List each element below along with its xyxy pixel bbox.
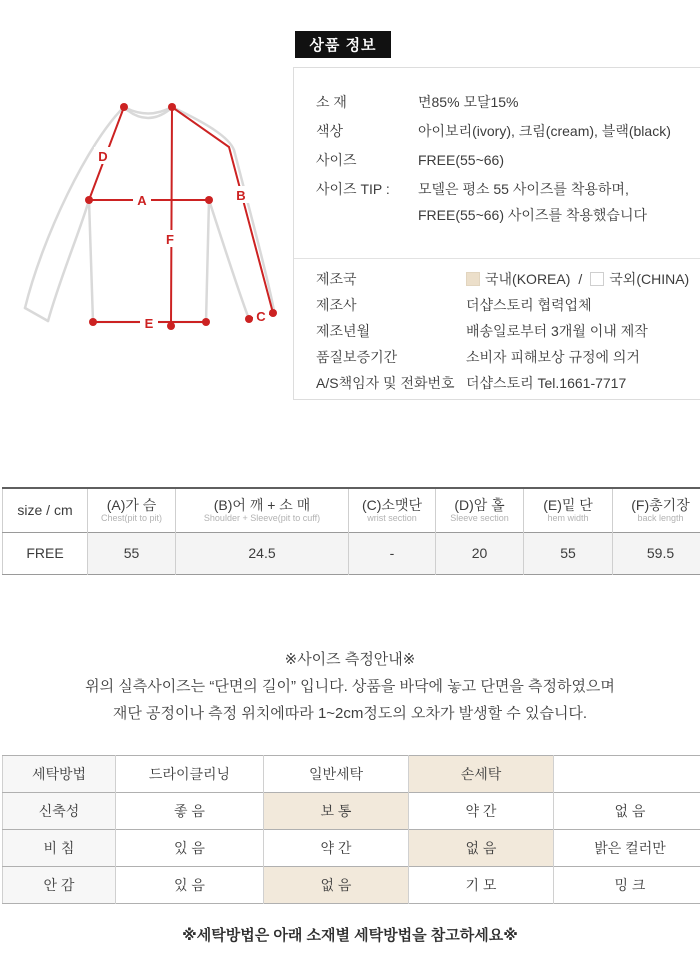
care-cell: 신축성 xyxy=(3,793,116,830)
info-box-divider xyxy=(294,258,700,259)
size-table-header-length: (F)총기장 back length xyxy=(613,488,700,532)
label-A: A xyxy=(137,193,147,208)
manufacture-row-country xyxy=(316,271,700,287)
spec-value-material: 면85% 모달15% xyxy=(418,94,519,110)
size-value-armhole: 20 xyxy=(436,532,524,574)
spec-row-color xyxy=(316,123,700,139)
label-C: C xyxy=(256,309,266,324)
care-notice: ※세탁방법은 아래 소재별 세탁방법을 참고하세요※ xyxy=(182,927,518,944)
spec-label-material: 소 재 xyxy=(316,94,347,110)
spec-value-size-tip xyxy=(418,176,647,228)
care-cell: 세탁방법 xyxy=(3,756,116,793)
manufacture-value-country xyxy=(466,271,689,287)
size-notice-line-1: 위의 실측사이즈는 “단면의 길이” 입니다. 상품을 바닥에 놓고 단면을 측정하였으며 xyxy=(85,678,615,695)
size-notice-line-2: 재단 공정이나 측정 위치에따라 1~2cm정도의 오차가 발생할 수 있습니다. xyxy=(112,705,588,722)
size-table-header-chest: (A)가 슴 Chest(pit to pit) xyxy=(88,488,176,532)
manufacture-label-warranty: 품질보증기간 xyxy=(316,349,398,365)
manufacture-row-as-contact xyxy=(316,375,700,391)
care-cell: 밍 크 xyxy=(554,867,700,904)
manufacture-label-maker: 제조사 xyxy=(316,297,357,313)
manufacture-label-country: 제조국 xyxy=(316,271,357,287)
korea-label: 국내(KOREA) xyxy=(485,271,571,287)
care-row-lining xyxy=(3,867,700,904)
spec-label-size-tip: 사이즈 TIP : xyxy=(316,181,390,197)
spec-label-size: 사이즈 xyxy=(316,152,357,168)
manufacture-value-maker: 더샵스토리 협력업체 xyxy=(466,297,592,313)
care-row-method xyxy=(3,756,700,793)
size-table-header-hem: (E)밑 단 hem width xyxy=(524,488,613,532)
manufacture-label-date: 제조년월 xyxy=(316,323,371,339)
shirt-outline xyxy=(25,107,274,322)
measure-line-F xyxy=(171,107,172,326)
size-tip-line-1: 모델은 평소 55 사이즈를 착용하며, xyxy=(418,181,629,197)
spec-row-size xyxy=(316,152,700,168)
size-value-wrist: - xyxy=(349,532,436,574)
label-F: F xyxy=(166,232,174,247)
size-notice-title: ※사이즈 측정안내※ xyxy=(284,651,416,668)
size-table xyxy=(2,487,700,575)
size-table-header-unit: size / cm xyxy=(3,488,88,532)
spec-value-color: 아이보리(ivory), 크림(cream), 블랙(black) xyxy=(418,123,671,139)
care-cell: 일반세탁 xyxy=(264,756,409,793)
product-info-badge xyxy=(295,31,391,58)
care-cell: 안 감 xyxy=(3,867,116,904)
size-value-chest: 55 xyxy=(88,532,176,574)
care-cell: 없 음 xyxy=(554,793,700,830)
size-table-header-wrist: (C)소맷단 wrist section xyxy=(349,488,436,532)
manufacture-value-as-contact: 더샵스토리 Tel.1661-7717 xyxy=(466,375,627,391)
measure-line-B xyxy=(172,107,273,313)
spec-row-material xyxy=(316,94,700,110)
china-label: 국외(CHINA) xyxy=(609,271,690,287)
label-B: B xyxy=(236,188,246,203)
care-cell: 밝은 컬러만 xyxy=(554,830,700,867)
care-row-stretch xyxy=(3,793,700,830)
care-cell: 약 간 xyxy=(264,830,409,867)
spec-label-color: 색상 xyxy=(316,123,344,139)
product-info-box xyxy=(293,67,700,400)
care-cell: 좋 음 xyxy=(116,793,264,830)
spec-value-size: FREE(55~66) xyxy=(418,152,504,168)
manufacture-row-date xyxy=(316,323,700,339)
size-measure-notice xyxy=(0,646,700,727)
measurement-lines xyxy=(89,107,273,326)
care-table xyxy=(2,755,700,904)
spec-row-size-tip xyxy=(316,181,700,228)
care-cell: 드라이클리닝 xyxy=(116,756,264,793)
size-table-header-row xyxy=(3,488,700,532)
garment-measurement-diagram xyxy=(10,80,290,350)
size-value-shoulder-sleeve: 24.5 xyxy=(176,532,349,574)
size-value-hem: 55 xyxy=(524,532,613,574)
size-table-header-armhole: (D)암 홀 Sleeve section xyxy=(436,488,524,532)
care-row-sheer xyxy=(3,830,700,867)
care-cell: 보 통 xyxy=(264,793,409,830)
care-cell: 없 음 xyxy=(264,867,409,904)
size-tip-line-2: FREE(55~66) 사이즈를 착용했습니다 xyxy=(418,207,648,223)
manufacture-row-warranty xyxy=(316,349,700,365)
korea-checkbox xyxy=(466,272,480,286)
care-cell xyxy=(554,756,700,793)
size-row-label: FREE xyxy=(3,532,88,574)
care-cell: 있 음 xyxy=(116,830,264,867)
care-cell: 기 모 xyxy=(409,867,554,904)
manufacture-row-maker xyxy=(316,297,700,313)
china-checkbox xyxy=(590,272,604,286)
manufacture-label-as-contact: A/S책임자 및 전화번호 xyxy=(316,375,455,391)
product-info-badge-label: 상품 정보 xyxy=(309,37,377,54)
size-value-length: 59.5 xyxy=(613,532,700,574)
care-cell: 있 음 xyxy=(116,867,264,904)
country-slash: / xyxy=(578,271,583,287)
label-D: D xyxy=(98,149,108,164)
label-E: E xyxy=(144,316,154,331)
manufacture-value-warranty: 소비자 피해보상 규정에 의거 xyxy=(466,349,640,365)
size-table-header-shoulder-sleeve: (B)어 깨 + 소 매 Shoulder + Sleeve(pit to cuff) xyxy=(176,488,349,532)
care-cell: 없 음 xyxy=(409,830,554,867)
care-cell: 약 간 xyxy=(409,793,554,830)
size-table-free-row xyxy=(3,532,700,574)
care-cell: 비 침 xyxy=(3,830,116,867)
care-cell: 손세탁 xyxy=(409,756,554,793)
manufacture-value-date: 배송일로부터 3개월 이내 제작 xyxy=(466,323,648,339)
